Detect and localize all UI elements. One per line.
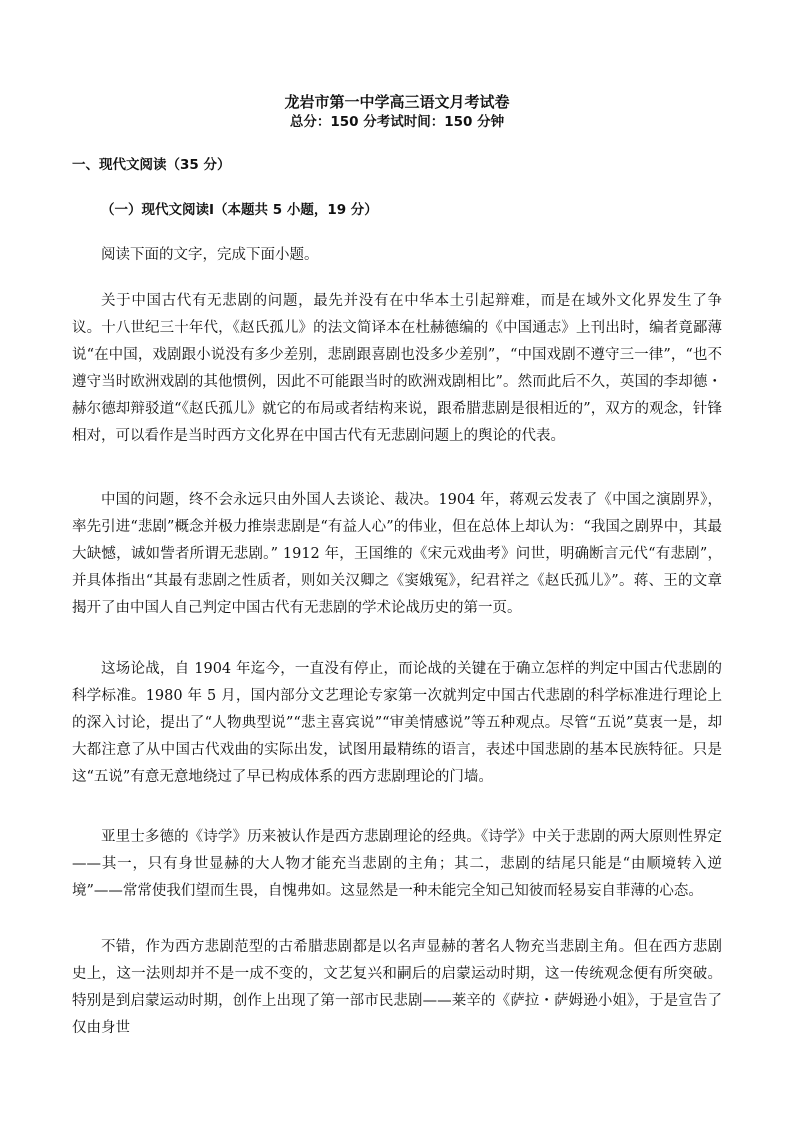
- paragraph: 这场论战，自 1904 年迄今，一直没有停止，而论战的关键在于确立怎样的判定中国古代悲剧的科学标准。1980 年 5 月，国内部分文艺理论专家第一次就判定中国古代悲剧的科学标准进行理论上的深入讨论，提出了“人物典型说”“悲主喜宾说”“审美情感说”等五种观点。尽管“五说”莫衷一是，却大都注意了从中国古代戏曲的实际出发，试图用最精练的语言，表述中国悲剧的基本民族特征。只是这“五说”有意无意地绕过了早已构成体系的西方悲剧理论的门墙。: [72, 661, 722, 785]
- section-heading: 一、现代文阅读（35 分）: [72, 157, 231, 173]
- paragraph: 不错，作为西方悲剧范型的古希腊悲剧都是以名声显赫的著名人物充当悲剧主角。但在西方悲剧史上，这一法则却并不是一成不变的，文艺复兴和嗣后的启蒙运动时期，这一传统观念便有所突破。特别是到启蒙运动时期，创作上出现了第一部市民悲剧——莱辛的《萨拉・萨姆逊小姐》，于是宣告了仅由身世: [72, 939, 722, 1036]
- subsection-heading: （一）现代文阅读Ⅰ（本题共 5 小题，19 分）: [101, 202, 378, 218]
- exam-subtitle: 总分：150 分考试时间：150 分钟: [289, 114, 505, 130]
- exam-title: 龙岩市第一中学高三语文月考试卷: [284, 93, 510, 111]
- paragraph: 关于中国古代有无悲剧的问题，最先并没有在中华本土引起辩难，而是在域外文化界发生了争议。十八世纪三十年代，《赵氏孤儿》的法文简译本在杜赫德编的《中国通志》上刊出时，编者竟鄙薄说“在中国，戏剧跟小说没有多少差别，悲剧跟喜剧也没多少差别”，“中国戏剧不遵守三一律”，“也不遵守当时欧洲戏剧的其他惯例，因此不可能跟当时的欧洲戏剧相比”。然而此后不久，英国的李却德・赫尔德却辩驳道“《赵氏孤儿》就它的布局或者结构来说，跟希腊悲剧是很相近的”，双方的观念，针锋相对，可以看作是当时西方文化界在中国古代有无悲剧问题上的舆论的代表。: [72, 293, 722, 444]
- paragraph: 中国的问题，终不会永远只由外国人去谈论、裁决。1904 年，蒋观云发表了《中国之演剧界》，率先引进“悲剧”概念并极力推崇悲剧是“有益人心”的伟业，但在总体上却认为：“我国之剧界中，其最大缺憾，诚如訾者所谓无悲剧。” 1912 年，王国维的《宋元戏曲考》问世，明确断言元代“有悲剧”，并具体指出“其最有悲剧之性质者，则如关汉卿之《窦娥冤》，纪君祥之《赵氏孤儿》”。蒋、王的文章揭开了由中国人自己判定中国古代有无悲剧的学术论战历史的第一页。: [72, 492, 722, 616]
- reading-instruction: 阅读下面的文字，完成下面小题。: [101, 247, 319, 263]
- paragraph: 亚里士多德的《诗学》历来被认作是西方悲剧理论的经典。《诗学》中关于悲剧的两大原则性界定——其一，只有身世显赫的大人物才能充当悲剧的主角；其二，悲剧的结尾只能是“由顺境转入逆境”——常常使我们望而生畏，自愧弗如。这显然是一种未能完全知己知彼而轻易妄自菲薄的心态。: [72, 829, 722, 899]
